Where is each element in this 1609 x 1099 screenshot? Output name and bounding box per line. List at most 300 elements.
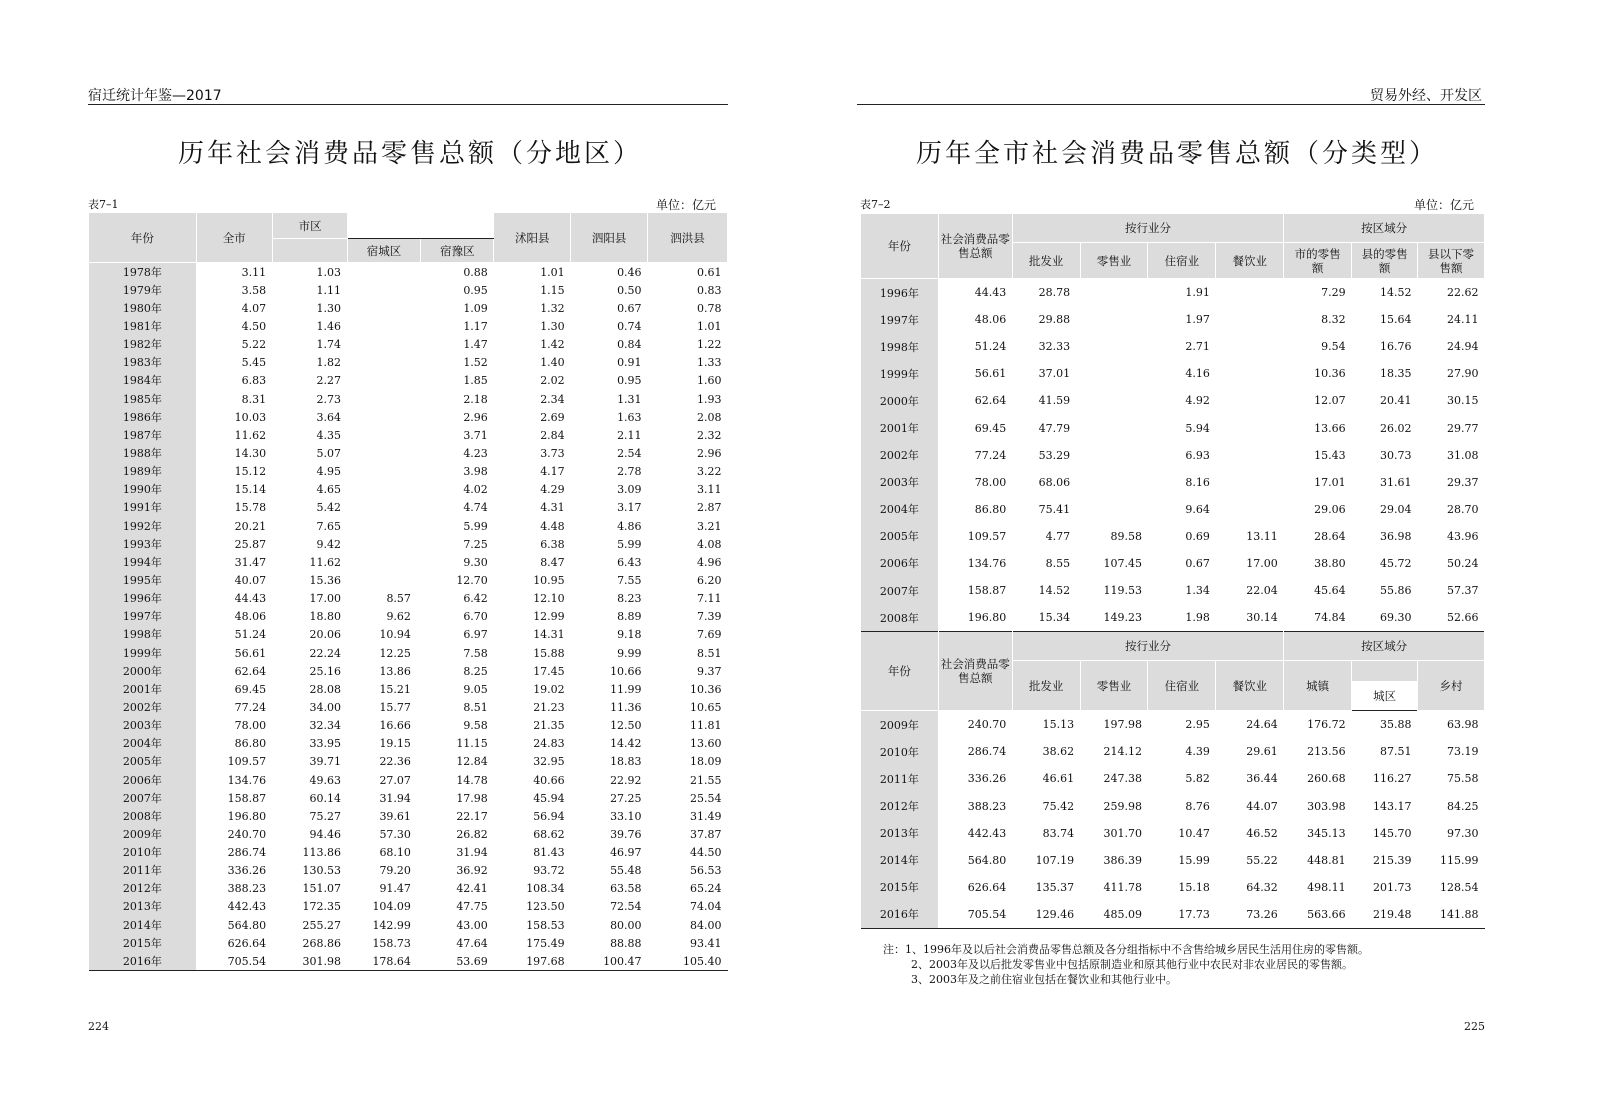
data-cell: 1.97 [1185, 313, 1210, 327]
row-year-cell: 2004年 [861, 496, 939, 523]
row-year-cell: 2006年 [861, 550, 939, 577]
data-cell: 29.37 [1447, 475, 1479, 489]
data-cell [1216, 360, 1284, 387]
data-cell: 7.39 [697, 610, 722, 624]
data-cell: 29.04 [1380, 502, 1412, 516]
data-cell: 15.88 [533, 646, 565, 660]
data-cell: 1.34 [1185, 584, 1210, 598]
data-cell: 0.69 [1185, 529, 1210, 543]
data-cell [347, 535, 421, 553]
table-row [861, 765, 1485, 792]
data-cell: 41.59 [1038, 394, 1071, 408]
data-cell: 43.00 [456, 918, 488, 932]
data-cell: 442.43 [227, 900, 267, 914]
data-cell: 10.03 [234, 410, 267, 424]
data-cell: 129.46 [1035, 907, 1075, 921]
data-cell [347, 263, 421, 282]
data-cell: 6.42 [463, 592, 488, 606]
data-cell: 386.39 [1103, 853, 1142, 867]
data-cell: 5.07 [316, 446, 342, 460]
table-row [89, 698, 728, 716]
data-cell: 196.80 [227, 809, 267, 823]
data-cell: 134.76 [967, 556, 1007, 570]
header-b-by-industry: 按行业分 [1012, 632, 1284, 661]
data-cell: 201.73 [1373, 880, 1412, 894]
data-cell: 9.64 [1185, 502, 1210, 516]
data-cell: 176.72 [1307, 718, 1346, 732]
row-year-cell: 2009年 [861, 711, 939, 739]
data-cell [1080, 469, 1148, 496]
data-cell: 57.30 [379, 827, 411, 841]
data-cell: 36.92 [456, 864, 488, 878]
data-cell: 9.30 [463, 555, 488, 569]
data-cell: 18.80 [309, 610, 342, 624]
data-cell: 45.72 [1380, 556, 1412, 570]
data-cell: 45.64 [1314, 584, 1346, 598]
row-year-cell: 2008年 [861, 604, 939, 632]
data-cell: 1.11 [316, 283, 342, 297]
row-year-cell: 2010年 [861, 738, 939, 765]
row-year-cell: 2000年 [861, 387, 939, 414]
data-cell: 4.23 [463, 446, 488, 460]
table-row [861, 387, 1485, 414]
table-row [89, 934, 728, 952]
data-cell: 46.52 [1246, 826, 1278, 840]
data-cell: 44.50 [690, 846, 722, 860]
data-cell: 11.99 [610, 682, 642, 696]
data-cell [347, 499, 421, 517]
data-cell: 31.61 [1380, 475, 1412, 489]
data-cell: 47.64 [456, 936, 488, 950]
row-year-cell: 1989年 [89, 463, 197, 481]
row-year-cell: 2008年 [89, 807, 197, 825]
row-year-cell: 1997年 [861, 306, 939, 333]
data-cell: 1.30 [316, 301, 342, 315]
header-b-total: 社会消费品零售总额 [938, 632, 1012, 711]
data-cell: 30.73 [1380, 448, 1412, 462]
row-year-cell: 1986年 [89, 408, 197, 426]
data-cell: 4.50 [241, 319, 267, 333]
data-cell: 63.98 [1447, 718, 1479, 732]
data-cell: 13.11 [1246, 529, 1278, 543]
data-cell: 5.22 [241, 338, 267, 352]
data-cell: 14.42 [610, 737, 642, 751]
header-a-year: 年份 [861, 214, 939, 279]
data-cell: 107.45 [1103, 556, 1142, 570]
table-row [89, 789, 728, 807]
data-cell: 39.61 [379, 809, 411, 823]
data-cell: 259.98 [1103, 799, 1142, 813]
data-cell: 24.64 [1246, 718, 1278, 732]
data-cell: 73.19 [1447, 745, 1479, 759]
table-row [89, 263, 728, 282]
data-cell [347, 317, 421, 335]
row-year-cell: 2007年 [861, 577, 939, 604]
row-year-cell: 1983年 [89, 354, 197, 372]
row-year-cell: 1999年 [861, 360, 939, 387]
data-cell: 65.24 [690, 882, 722, 896]
data-cell: 6.70 [463, 610, 488, 624]
data-cell: 64.32 [1246, 880, 1278, 894]
table-row [89, 626, 728, 644]
type-sales-table [860, 213, 1485, 929]
data-cell: 55.86 [1380, 584, 1412, 598]
row-year-cell: 1990年 [89, 481, 197, 499]
data-cell: 37.87 [690, 827, 722, 841]
header-a-county: 县的零售额 [1352, 243, 1418, 279]
data-cell: 27.07 [379, 773, 411, 787]
header-b-year: 年份 [861, 632, 939, 711]
data-cell: 15.14 [234, 483, 267, 497]
data-cell [1216, 414, 1284, 441]
data-cell: 485.09 [1103, 907, 1142, 921]
data-cell: 11.81 [690, 719, 722, 733]
data-cell: 36.98 [1380, 529, 1412, 543]
data-cell: 47.75 [456, 900, 488, 914]
data-cell: 81.43 [533, 846, 565, 860]
table-row [89, 444, 728, 462]
data-cell [1216, 469, 1284, 496]
table-row [89, 880, 728, 898]
data-cell: 8.23 [617, 592, 642, 606]
data-cell: 0.84 [617, 338, 642, 352]
data-cell: 55.48 [610, 864, 642, 878]
data-cell: 11.15 [456, 737, 488, 751]
data-cell: 83.74 [1042, 826, 1075, 840]
table-row [861, 793, 1485, 820]
table-row [861, 414, 1485, 441]
data-cell: 1.22 [697, 338, 722, 352]
data-cell: 31.08 [1447, 448, 1479, 462]
data-cell: 73.26 [1246, 907, 1278, 921]
data-cell: 388.23 [967, 799, 1007, 813]
data-cell: 21.23 [533, 700, 565, 714]
table-row [861, 711, 1485, 739]
row-year-cell: 2009年 [89, 825, 197, 843]
type-table-body-a [861, 279, 1485, 632]
data-cell: 0.83 [697, 283, 722, 297]
data-cell: 68.10 [379, 846, 411, 860]
table-row [89, 336, 728, 354]
data-cell: 53.29 [1038, 448, 1071, 462]
data-cell: 286.74 [967, 745, 1007, 759]
header-a-below: 县以下零售额 [1418, 243, 1485, 279]
header-a-lodging: 住宿业 [1148, 243, 1216, 279]
data-cell [347, 299, 421, 317]
data-cell: 0.46 [617, 265, 642, 279]
data-cell: 1.01 [697, 319, 722, 333]
header-year: 年份 [89, 213, 197, 263]
row-year-cell: 2004年 [89, 735, 197, 753]
data-cell: 6.43 [617, 555, 642, 569]
data-cell: 43.96 [1447, 529, 1479, 543]
data-cell: 1.60 [697, 374, 722, 388]
data-cell: 145.70 [1373, 826, 1412, 840]
data-cell [347, 444, 421, 462]
table-row [89, 662, 728, 680]
header-b-town: 城镇 [1284, 661, 1352, 711]
data-cell: 4.31 [540, 501, 565, 515]
data-cell: 336.26 [227, 864, 267, 878]
data-cell: 10.66 [610, 664, 642, 678]
data-cell: 158.73 [372, 936, 411, 950]
row-year-cell: 1982年 [89, 336, 197, 354]
header-a-by-area: 按区域分 [1284, 214, 1485, 243]
data-cell: 88.88 [610, 936, 642, 950]
data-cell: 4.29 [540, 483, 565, 497]
data-cell [347, 390, 421, 408]
header-a-city: 市的零售额 [1284, 243, 1352, 279]
data-cell: 15.21 [379, 682, 411, 696]
table-row [89, 771, 728, 789]
row-year-cell: 1992年 [89, 517, 197, 535]
data-cell: 0.95 [463, 283, 488, 297]
table-number-right: 表7–2 [860, 198, 891, 211]
data-cell: 94.46 [309, 827, 342, 841]
data-cell: 0.91 [617, 356, 642, 370]
data-cell: 143.17 [1373, 799, 1412, 813]
data-cell: 705.54 [967, 907, 1007, 921]
data-cell: 3.64 [316, 410, 342, 424]
row-year-cell: 2016年 [89, 952, 197, 971]
table-notes [883, 942, 1369, 987]
data-cell: 26.82 [456, 827, 488, 841]
data-cell: 21.35 [533, 719, 565, 733]
data-cell: 107.19 [1035, 853, 1075, 867]
data-cell: 11.62 [309, 555, 342, 569]
data-cell [1080, 360, 1148, 387]
data-cell: 20.21 [234, 519, 267, 533]
row-year-cell: 2003年 [861, 469, 939, 496]
row-year-cell: 1997年 [89, 608, 197, 626]
data-cell: 8.57 [386, 592, 411, 606]
data-cell: 175.49 [526, 936, 565, 950]
header-a-by-industry: 按行业分 [1012, 214, 1284, 243]
data-cell: 3.21 [697, 519, 722, 533]
unit-label-right: 单位：亿元 [1414, 198, 1475, 212]
data-cell: 2.96 [463, 410, 488, 424]
row-year-cell: 2015年 [89, 934, 197, 952]
row-year-cell: 2014年 [89, 916, 197, 934]
data-cell: 705.54 [227, 954, 267, 968]
data-cell: 1.63 [617, 410, 642, 424]
table-row [89, 426, 728, 444]
data-cell: 108.34 [526, 882, 565, 896]
data-cell: 0.61 [697, 265, 722, 279]
row-year-cell: 1987年 [89, 426, 197, 444]
header-sihong: 泗洪县 [648, 213, 728, 263]
data-cell: 1.98 [1185, 611, 1210, 625]
data-cell: 7.55 [617, 573, 642, 587]
data-cell: 24.83 [533, 737, 565, 751]
data-cell [1080, 414, 1148, 441]
data-cell: 151.07 [302, 882, 342, 896]
data-cell: 28.78 [1038, 286, 1071, 300]
data-cell: 2.96 [697, 446, 722, 460]
data-cell: 6.97 [463, 628, 488, 642]
data-cell: 51.24 [234, 628, 267, 642]
data-cell [347, 281, 421, 299]
data-cell: 25.87 [234, 537, 267, 551]
data-cell: 626.64 [227, 936, 267, 950]
data-cell: 119.53 [1103, 584, 1142, 598]
data-cell: 4.02 [463, 483, 488, 497]
row-year-cell: 1999年 [89, 644, 197, 662]
data-cell: 8.51 [697, 646, 722, 660]
data-cell: 104.09 [372, 900, 411, 914]
table-row [89, 644, 728, 662]
data-cell: 30.14 [1246, 611, 1278, 625]
data-cell: 51.24 [974, 340, 1007, 354]
row-year-cell: 2003年 [89, 717, 197, 735]
data-cell: 2.18 [463, 392, 488, 406]
data-cell: 15.34 [1038, 611, 1071, 625]
data-cell: 0.67 [617, 301, 642, 315]
data-cell: 336.26 [967, 772, 1007, 786]
table-row [89, 571, 728, 589]
table-row [861, 523, 1485, 550]
data-cell: 105.40 [683, 954, 722, 968]
header-total: 全市 [196, 213, 272, 263]
data-cell: 32.34 [309, 719, 342, 733]
data-cell [347, 426, 421, 444]
data-cell: 18.09 [690, 755, 722, 769]
unit-label-left: 单位：亿元 [656, 198, 717, 212]
data-cell: 158.87 [227, 791, 267, 805]
header-rule-left [88, 104, 728, 105]
data-cell [347, 354, 421, 372]
table-row [89, 317, 728, 335]
row-year-cell: 2001年 [89, 680, 197, 698]
data-cell: 5.42 [316, 501, 342, 515]
data-cell: 7.65 [316, 519, 342, 533]
data-cell: 22.24 [309, 646, 342, 660]
data-cell: 22.92 [610, 773, 642, 787]
data-cell: 219.48 [1373, 907, 1412, 921]
data-cell: 46.61 [1042, 772, 1075, 786]
data-cell: 442.43 [967, 826, 1007, 840]
header-sucheng: 宿城区 [347, 239, 421, 263]
row-year-cell: 1985年 [89, 390, 197, 408]
data-cell: 74.04 [690, 900, 722, 914]
data-cell: 448.81 [1307, 853, 1346, 867]
data-cell: 87.51 [1380, 745, 1412, 759]
table-row [89, 807, 728, 825]
data-cell: 4.07 [241, 301, 267, 315]
data-cell: 7.69 [697, 628, 722, 642]
data-cell: 178.64 [372, 954, 411, 968]
data-cell: 197.98 [1103, 718, 1142, 732]
data-cell: 52.66 [1447, 611, 1479, 625]
note-3: 3、2003年及之前住宿业包括在餐饮业和其他行业中。 [911, 973, 1177, 986]
table-row [89, 408, 728, 426]
data-cell: 4.08 [697, 537, 722, 551]
data-cell: 26.02 [1380, 421, 1412, 435]
row-year-cell: 1995年 [89, 571, 197, 589]
data-cell: 30.15 [1447, 394, 1479, 408]
data-cell: 40.07 [234, 573, 267, 587]
data-cell: 5.45 [241, 356, 267, 370]
data-cell: 2.78 [617, 465, 642, 479]
data-cell: 130.53 [302, 864, 342, 878]
header-siyang: 泗阳县 [571, 213, 648, 263]
data-cell: 75.58 [1447, 772, 1479, 786]
table-row [89, 535, 728, 553]
data-cell: 31.94 [379, 791, 411, 805]
data-cell: 15.64 [1380, 313, 1412, 327]
data-cell: 3.98 [463, 465, 488, 479]
data-cell: 9.99 [617, 646, 642, 660]
data-cell: 32.33 [1038, 340, 1071, 354]
table-row [861, 738, 1485, 765]
data-cell: 4.74 [463, 501, 488, 515]
data-cell: 72.54 [610, 900, 642, 914]
data-cell: 14.78 [456, 773, 488, 787]
data-cell: 18.83 [610, 755, 642, 769]
table-row [861, 360, 1485, 387]
table-row [861, 333, 1485, 360]
table-row [861, 577, 1485, 604]
data-cell: 24.94 [1447, 340, 1479, 354]
data-cell: 39.71 [309, 755, 342, 769]
data-cell: 78.00 [234, 719, 267, 733]
data-cell [1216, 442, 1284, 469]
data-cell: 1.52 [463, 356, 488, 370]
data-cell: 12.25 [379, 646, 411, 660]
data-cell: 32.95 [533, 755, 565, 769]
data-cell: 6.83 [241, 374, 267, 388]
data-cell: 69.45 [974, 421, 1007, 435]
row-year-cell: 2012年 [89, 880, 197, 898]
data-cell: 141.88 [1440, 907, 1479, 921]
data-cell: 9.37 [697, 664, 722, 678]
running-head-left: 宿迁统计年鉴—2017 [88, 88, 222, 104]
note-1: 注：1、1996年及以后社会消费品零售总额及各分组指标中不含售给城乡居民生活用住房的零售额。 [883, 943, 1369, 956]
header-rule-right [857, 104, 1485, 105]
data-cell: 12.10 [533, 592, 565, 606]
row-year-cell: 1991年 [89, 499, 197, 517]
data-cell: 1.82 [316, 356, 342, 370]
data-cell: 1.17 [463, 319, 488, 333]
header-b-rural: 乡村 [1418, 661, 1485, 711]
data-cell: 4.77 [1045, 529, 1071, 543]
data-cell: 80.00 [610, 918, 642, 932]
data-cell: 35.88 [1380, 718, 1412, 732]
data-cell: 0.67 [1185, 556, 1210, 570]
data-cell: 563.66 [1307, 907, 1346, 921]
data-cell: 172.35 [302, 900, 342, 914]
data-cell: 22.62 [1447, 286, 1479, 300]
table-row [89, 916, 728, 934]
data-cell: 29.88 [1038, 313, 1071, 327]
data-cell: 15.78 [234, 501, 267, 515]
data-cell: 1.40 [540, 356, 565, 370]
data-cell: 1.33 [697, 356, 722, 370]
data-cell: 29.61 [1246, 745, 1278, 759]
data-cell: 17.00 [1246, 556, 1278, 570]
data-cell: 3.17 [617, 501, 642, 515]
header-urban: 市区 [272, 213, 347, 239]
data-cell: 4.65 [316, 483, 342, 497]
row-year-cell: 2010年 [89, 844, 197, 862]
header-shuyang: 沭阳县 [494, 213, 571, 263]
data-cell: 56.61 [234, 646, 267, 660]
table-row [89, 608, 728, 626]
data-cell: 345.13 [1307, 826, 1346, 840]
page-title-right: 历年全市社会消费品零售总额（分类型） [916, 139, 1439, 169]
data-cell: 40.66 [533, 773, 565, 787]
data-cell: 7.25 [463, 537, 488, 551]
